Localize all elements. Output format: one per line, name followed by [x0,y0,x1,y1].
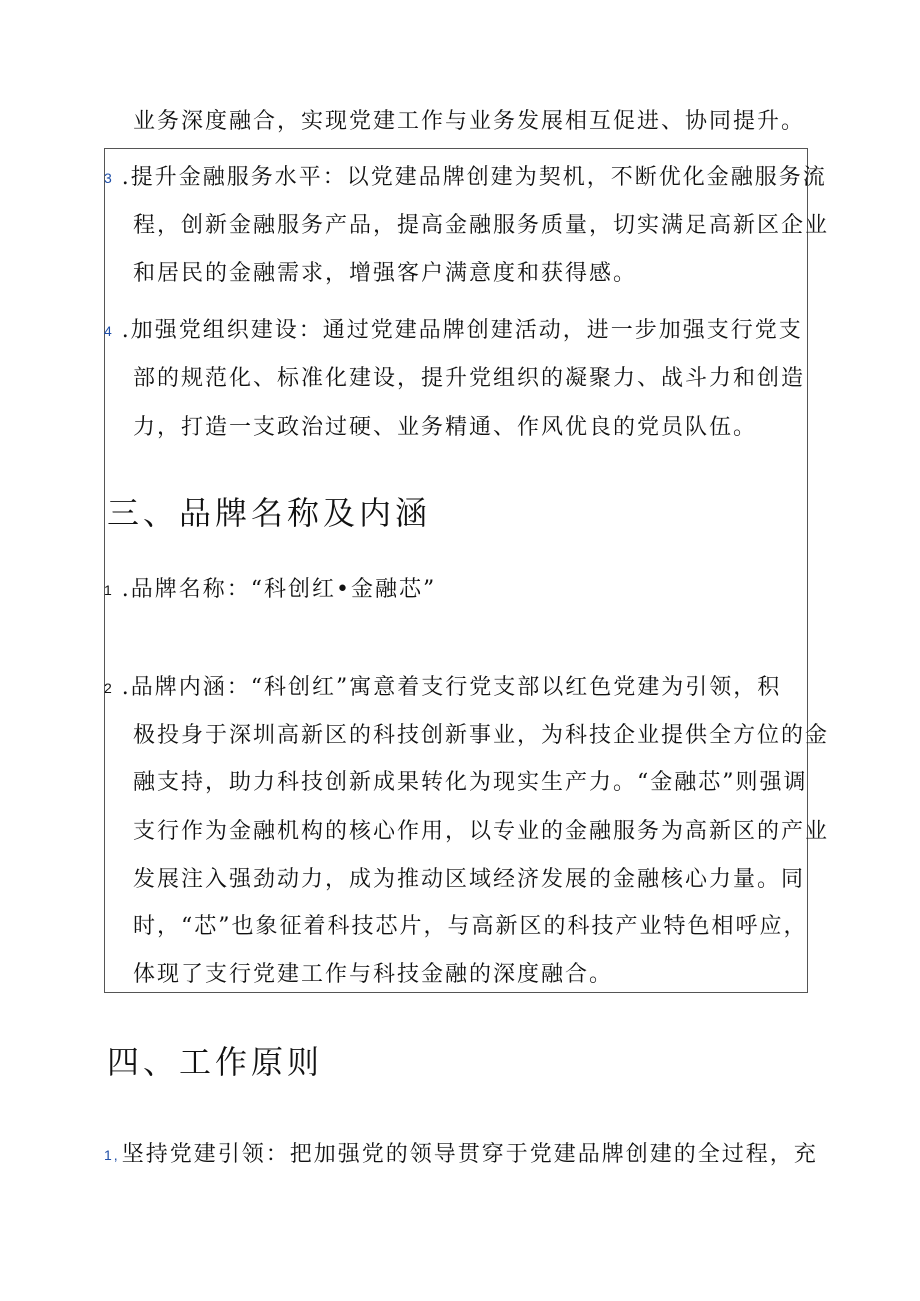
principle-item-1-line-1 [104,1140,818,1170]
list-number: 3 [104,170,114,186]
brand-meaning-line-1 [104,673,781,703]
list-item-3-line-2: 程，创新金融服务产品，提高金融服务质量，切实满足高新区企业 [133,213,830,238]
principle-item-text: 坚持党建引领：把加强党的领导贯穿于党建品牌创建的全过程，充 [121,1142,818,1167]
brand-meaning-line-4: 支行作为金融机构的核心作用，以专业的金融服务为高新区的产业 [133,819,830,844]
brand-meaning-line-7: 体现了支行党建工作与科技金融的深度融合。 [133,962,614,987]
brand-meaning-text: .品牌内涵：“科创红”寓意着支行党支部以红色党建为引领，积 [121,675,782,700]
paragraph-line: 业务深度融合，实现党建工作与业务发展相互促进、协同提升。 [133,109,806,134]
brand-meaning-line-3: 融支持，助力科技创新成果转化为现实生产力。“金融芯”则强调 [133,770,808,795]
list-item-text: .提升金融服务水平：以党建品牌创建为契机，不断优化金融服务流 [121,165,827,190]
brand-name-text: .品牌名称：“科创红•金融芯” [121,577,437,602]
list-item-4-line-1 [104,316,803,346]
list-number: 1, [104,1147,120,1163]
list-item-3-line-3: 和居民的金融需求，增强客户满意度和获得感。 [133,261,638,286]
list-item-4-line-3: 力，打造一支政治过硬、业务精通、作风优良的党员队伍。 [133,415,758,440]
brand-name-line [104,575,436,605]
list-item-3-line-1 [104,163,827,193]
brand-meaning-line-6: 时，“芯”也象征着科技芯片，与高新区的科技产业特色相呼应， [133,914,808,939]
list-item-4-line-2: 部的规范化、标准化建设，提升党组织的凝聚力、战斗力和创造 [133,366,806,391]
brand-meaning-line-5: 发展注入强劲动力，成为推动区域经济发展的金融核心力量。同 [133,867,806,892]
list-item-text: .加强党组织建设：通过党建品牌创建活动，进一步加强支行党支 [121,318,803,343]
list-number: 4 [104,323,114,339]
brand-meaning-line-2: 极投身于深圳高新区的科技创新事业，为科技企业提供全方位的金 [133,723,830,748]
section-heading-principles: 四、工作原则 [107,1043,324,1081]
list-number: 2 [104,680,114,696]
list-number: 1 [104,582,114,598]
section-heading-brand: 三、品牌名称及内涵 [107,494,432,532]
